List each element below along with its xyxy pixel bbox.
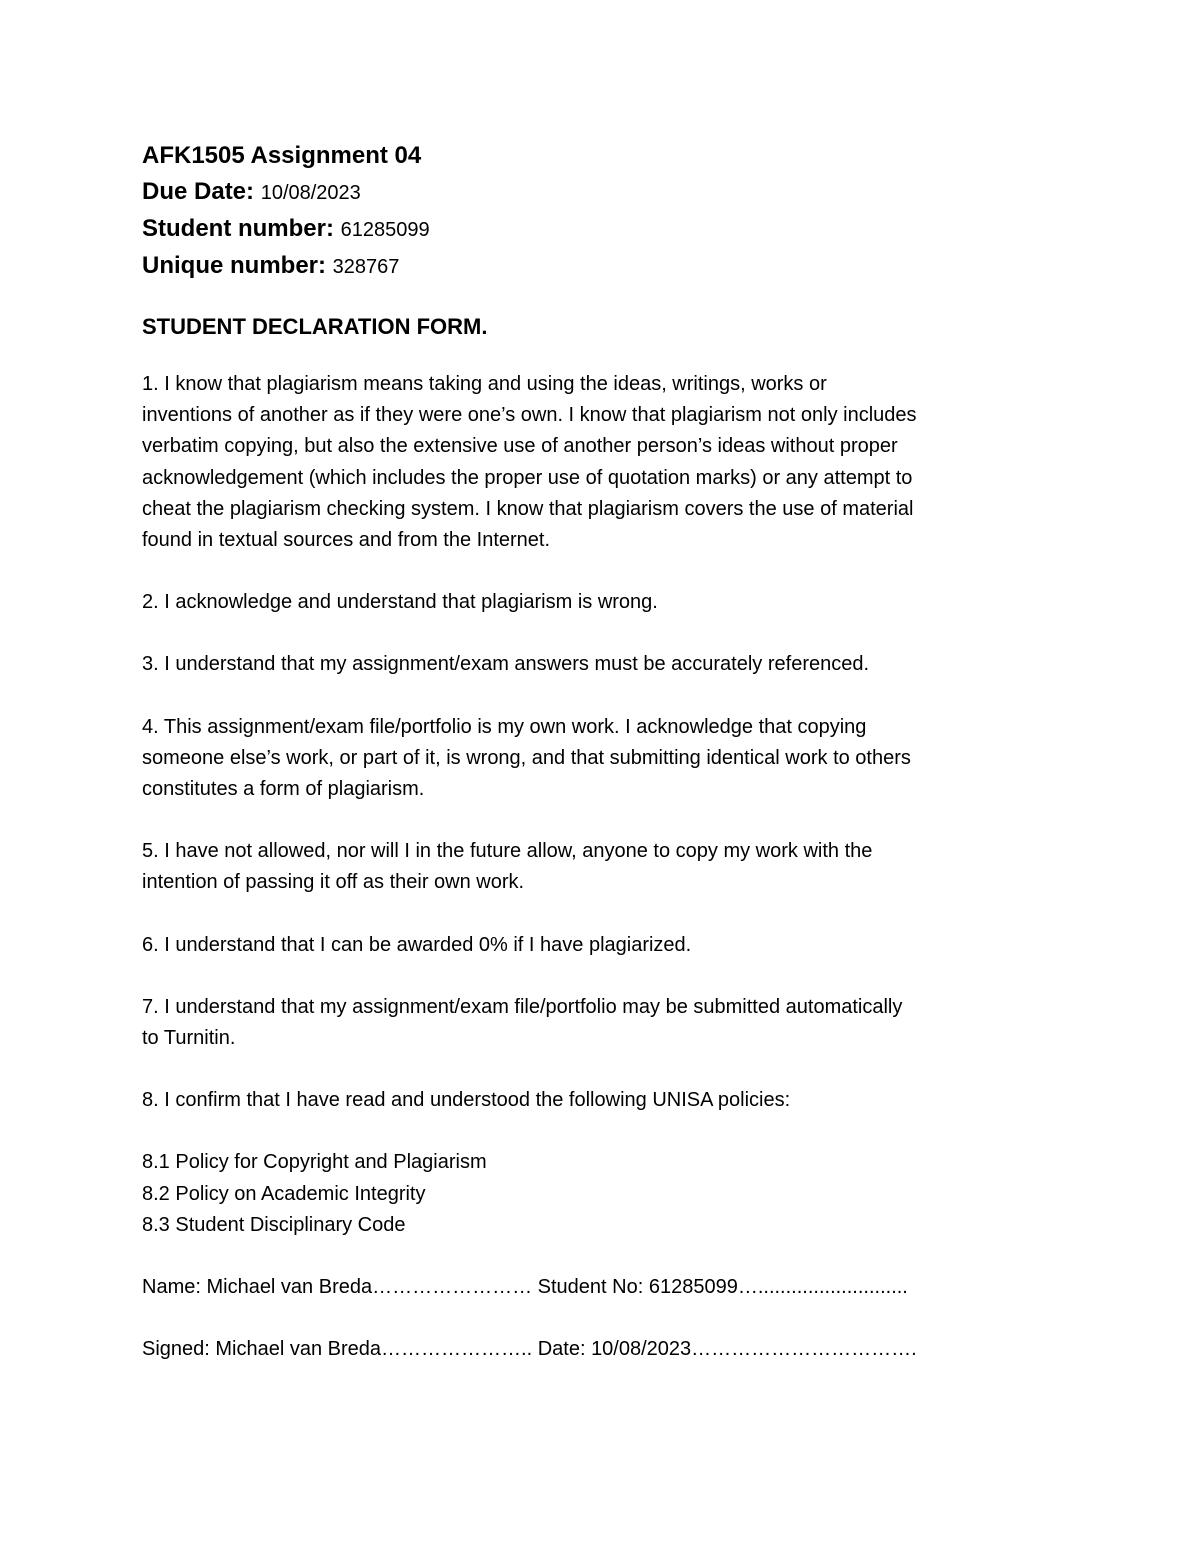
- unique-number-line: [142, 248, 1072, 285]
- document-content: [142, 138, 1072, 1365]
- text-line: inventions of another as if they were one’s own. I know that plagiarism not only includes: [142, 404, 917, 427]
- text-line: 5. I have not allowed, nor will I in the future allow, anyone to copy my work with the: [142, 840, 873, 863]
- declaration-item-1: [142, 369, 1072, 556]
- signed-date-line: Signed: Michael van Breda………………….. Date: 10/08/2023…………………………….: [142, 1338, 917, 1361]
- declaration-item-3: [142, 649, 1072, 680]
- policy-item: 8.2 Policy on Academic Integrity: [142, 1182, 426, 1205]
- text-line: constitutes a form of plagiarism.: [142, 778, 425, 801]
- document-title: AFK1505 Assignment 04: [142, 142, 422, 169]
- declaration-item-8: [142, 1085, 1072, 1116]
- declaration-item-6: [142, 930, 1072, 961]
- text-line: 6. I understand that I can be awarded 0% if I have plagiarized.: [142, 933, 692, 956]
- text-line: acknowledgement (which includes the proper use of quotation marks) or any attempt to: [142, 466, 913, 489]
- student-number-label: Student number:: [142, 215, 334, 242]
- text-line: found in textual sources and from the Internet.: [142, 529, 551, 552]
- due-date-label: Due Date:: [142, 178, 255, 205]
- text-line: 3. I understand that my assignment/exam answers must be accurately referenced.: [142, 653, 870, 676]
- unique-number-label: Unique number:: [142, 252, 326, 279]
- policy-list: [142, 1147, 1072, 1241]
- text-line: 4. This assignment/exam file/portfolio is my own work. I acknowledge that copying: [142, 715, 867, 738]
- declaration-item-7: [142, 992, 1072, 1054]
- due-date-value: 10/08/2023: [260, 182, 361, 204]
- text-line: someone else’s work, or part of it, is wrong, and that submitting identical work to others: [142, 746, 911, 769]
- student-number-line: [142, 211, 1072, 248]
- declaration-form-title: STUDENT DECLARATION FORM.: [142, 314, 488, 339]
- text-line: 2. I acknowledge and understand that plagiarism is wrong.: [142, 591, 658, 614]
- student-number-value: 61285099: [340, 219, 430, 241]
- text-line: cheat the plagiarism checking system. I know that plagiarism covers the use of material: [142, 497, 914, 520]
- declaration-item-5: [142, 836, 1072, 898]
- text-line: 7. I understand that my assignment/exam file/portfolio may be submitted automatically: [142, 995, 903, 1018]
- unique-number-value: 328767: [332, 256, 400, 278]
- name-student-no-line: Name: Michael van Breda…………………… Student No: 61285099…...........................: [142, 1276, 908, 1299]
- declaration-item-4: [142, 712, 1072, 806]
- declaration-item-2: [142, 587, 1072, 618]
- text-line: to Turnitin.: [142, 1027, 236, 1050]
- text-line: 8. I confirm that I have read and understood the following UNISA policies:: [142, 1089, 791, 1112]
- text-line: 1. I know that plagiarism means taking and using the ideas, writings, works or: [142, 373, 827, 395]
- policy-item: 8.3 Student Disciplinary Code: [142, 1213, 406, 1236]
- due-date-line: [142, 174, 1072, 211]
- text-line: verbatim copying, but also the extensive use of another person’s ideas without proper: [142, 435, 898, 458]
- text-line: intention of passing it off as their own work.: [142, 871, 525, 894]
- policy-item: 8.1 Policy for Copyright and Plagiarism: [142, 1151, 487, 1174]
